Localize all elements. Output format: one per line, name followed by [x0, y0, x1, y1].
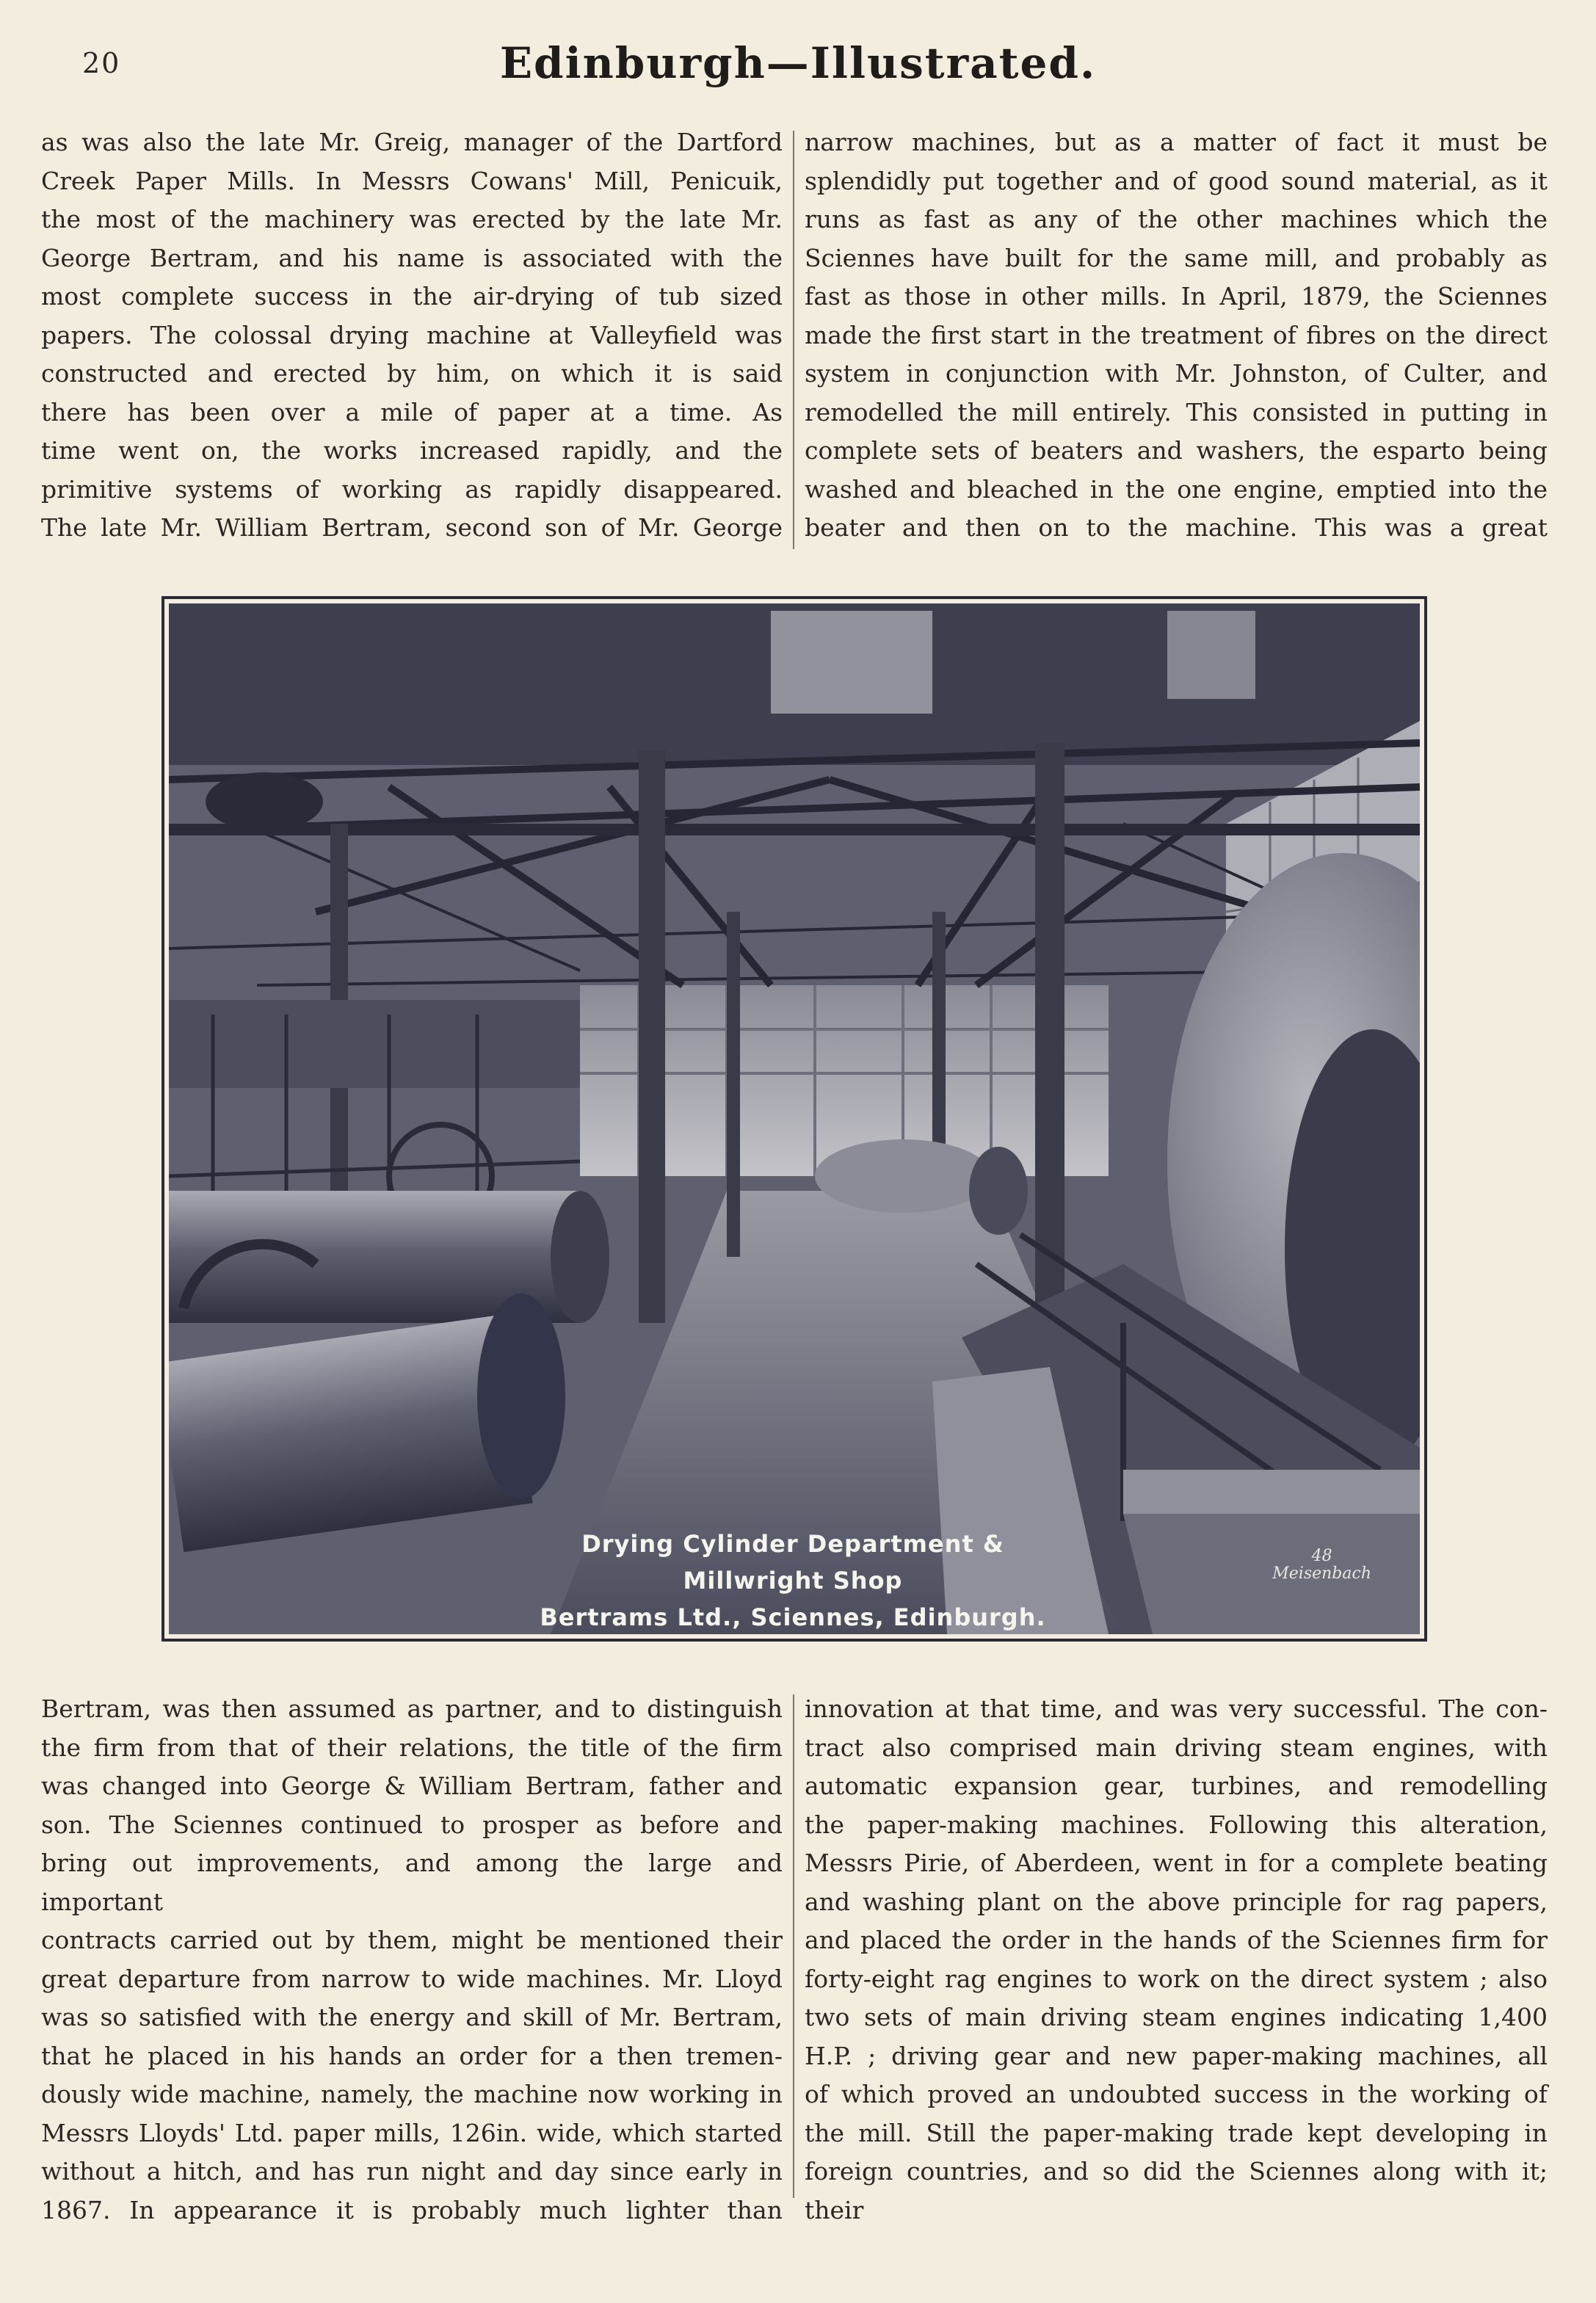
text-line: system in conjunction with Mr. Johnston, of Culter, and — [805, 359, 1548, 388]
text-line: the mill. Still the paper-making trade kept developing in — [805, 2118, 1548, 2147]
text-line: Creek Paper Mills. In Messrs Cowans' Mill, Penicuik, — [41, 166, 783, 195]
text-line: Messrs Lloyds' Ltd. paper mills, 126in. wide, which started — [41, 2118, 783, 2147]
text-line: without a hitch, and has run night and day since early in — [41, 2157, 783, 2186]
page-title: Edinburgh—Illustrated. — [499, 38, 1097, 88]
page-number: 20 — [82, 47, 121, 79]
text-line: bring out improvements, and among the large and important — [41, 1849, 783, 1916]
text-line: son. The Sciennes continued to prosper as before and — [41, 1810, 783, 1839]
column-rule-bottom — [793, 1694, 794, 2198]
text-line: washed and bleached in the one engine, emptied into the — [805, 474, 1548, 504]
engraver-signature — [1272, 1548, 1371, 1583]
text-line: foreign countries, and so did the Sciennes along with it; their — [805, 2157, 1548, 2224]
text-line: primitive systems of working as rapidly disappeared. — [41, 474, 783, 504]
photograph-drying-cylinder-department — [169, 603, 1420, 1634]
photograph-figure — [162, 596, 1427, 1642]
text-line: was changed into George & William Bertram, father and — [41, 1771, 783, 1800]
text-line: The late Mr. William Bertram, second son of Mr. George — [41, 513, 783, 542]
text-line: beater and then on to the machine. This was a great — [805, 513, 1548, 542]
column-top-right — [805, 123, 1548, 548]
text-line: H.P. ; driving gear and new paper-making machines, all — [805, 2041, 1548, 2070]
text-line: as was also the late Mr. Greig, manager of the Dartford — [41, 128, 783, 156]
text-line: great departure from narrow to wide machines. Mr. Lloyd — [41, 1964, 783, 1993]
column-top-left — [41, 123, 783, 548]
text-line: remodelled the mill entirely. This consisted in putting in — [805, 397, 1548, 427]
text-line: Messrs Pirie, of Aberdeen, went in for a complete beating — [805, 1849, 1548, 1877]
photo-caption — [448, 1526, 1138, 1634]
text-line: fast as those in other mills. In April, 1879, the Sciennes — [805, 282, 1548, 311]
text-line: constructed and erected by him, on which it is said — [41, 359, 783, 388]
text-line: 1867. In appearance it is probably much lighter than — [41, 2195, 783, 2224]
engraver-name: Meisenbach — [1272, 1564, 1371, 1583]
text-line: Sciennes have built for the same mill, and probably as — [805, 243, 1548, 272]
text-line: made the first start in the treatment of fibres on the direct — [805, 320, 1548, 349]
text-line: there has been over a mile of paper at a time. As — [41, 397, 783, 427]
text-line: two sets of main driving steam engines indicating 1,400 — [805, 2003, 1548, 2031]
caption-line-2: Millwright Shop — [683, 1567, 903, 1595]
text-line: narrow machines, but as a matter of fact it must be — [805, 128, 1548, 156]
column-rule-top — [793, 131, 794, 549]
plate-number: 48 — [1311, 1547, 1332, 1565]
caption-line-1: Drying Cylinder Department & — [581, 1530, 1004, 1558]
text-line: innovation at that time, and was very successful. The con- — [805, 1694, 1548, 1723]
text-line: was so satisfied with the energy and skill of Mr. Bertram, — [41, 2003, 783, 2031]
text-line: that he placed in his hands an order for a then tremen- — [41, 2041, 783, 2070]
text-line: most complete success in the air-drying of tub sized — [41, 282, 783, 311]
text-line: splendidly put together and of good sound material, as it — [805, 166, 1548, 195]
text-line: and placed the order in the hands of the Sciennes firm for — [805, 1926, 1548, 1954]
text-line: automatic expansion gear, turbines, and remodelling — [805, 1771, 1548, 1800]
text-line: Bertram, was then assumed as partner, and to distinguish — [41, 1694, 783, 1723]
text-line: time went on, the works increased rapidly, and the — [41, 436, 783, 465]
text-line: George Bertram, and his name is associated with the — [41, 243, 783, 272]
text-line: the firm from that of their relations, the title of the firm — [41, 1733, 783, 1762]
column-bottom-left — [41, 1690, 783, 2230]
text-line: papers. The colossal drying machine at Valleyfield was — [41, 320, 783, 349]
text-line: runs as fast as any of the other machines which the — [805, 205, 1548, 233]
text-line: of which proved an undoubted success in the working of — [805, 2080, 1548, 2108]
column-bottom-right — [805, 1690, 1548, 2230]
text-line: dously wide machine, namely, the machine now working in — [41, 2080, 783, 2108]
text-line: and washing plant on the above principle for rag papers, — [805, 1887, 1548, 1916]
workshop-photo-illustration — [169, 603, 1420, 1634]
text-line: contracts carried out by them, might be mentioned their — [41, 1926, 783, 1954]
caption-line-3: Bertrams Ltd., Sciennes, Edinburgh. — [540, 1603, 1046, 1631]
text-line: the most of the machinery was erected by the late Mr. — [41, 205, 783, 233]
text-line: complete sets of beaters and washers, the esparto being — [805, 436, 1548, 465]
text-line: the paper-making machines. Following this alteration, — [805, 1810, 1548, 1839]
text-line: forty-eight rag engines to work on the direct system ; also — [805, 1964, 1548, 1993]
text-line: tract also comprised main driving steam engines, with — [805, 1733, 1548, 1762]
